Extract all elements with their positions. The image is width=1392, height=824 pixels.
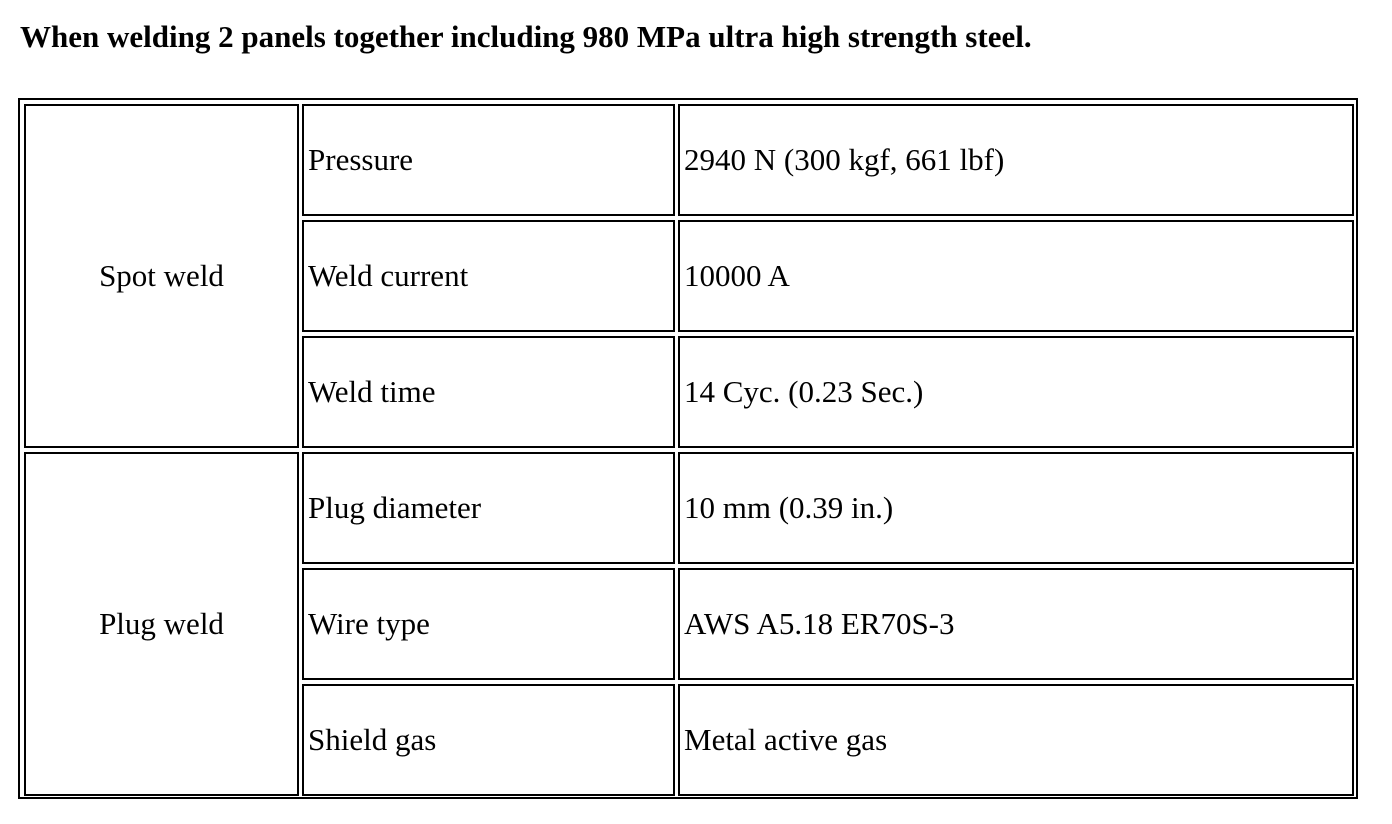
row-value-plug-diameter: 10 mm (0.39 in.) [678, 452, 1354, 564]
group-cell-spot-weld: Spot weld [24, 104, 299, 448]
row-label-shield-gas: Shield gas [302, 684, 675, 796]
group-cell-plug-weld: Plug weld [24, 452, 299, 796]
row-label-weld-time: Weld time [302, 336, 675, 448]
row-value-pressure: 2940 N (300 kgf, 661 lbf) [678, 104, 1354, 216]
row-value-weld-time: 14 Cyc. (0.23 Sec.) [678, 336, 1354, 448]
page-heading: When welding 2 panels together including 980 MPa ultra high strength steel. [20, 19, 1032, 54]
row-label-pressure: Pressure [302, 104, 675, 216]
row-label-wire-type: Wire type [302, 568, 675, 680]
row-value-wire-type: AWS A5.18 ER70S-3 [678, 568, 1354, 680]
row-value-shield-gas: Metal active gas [678, 684, 1354, 796]
row-label-plug-diameter: Plug diameter [302, 452, 675, 564]
row-label-weld-current: Weld current [302, 220, 675, 332]
row-value-weld-current: 10000 A [678, 220, 1354, 332]
